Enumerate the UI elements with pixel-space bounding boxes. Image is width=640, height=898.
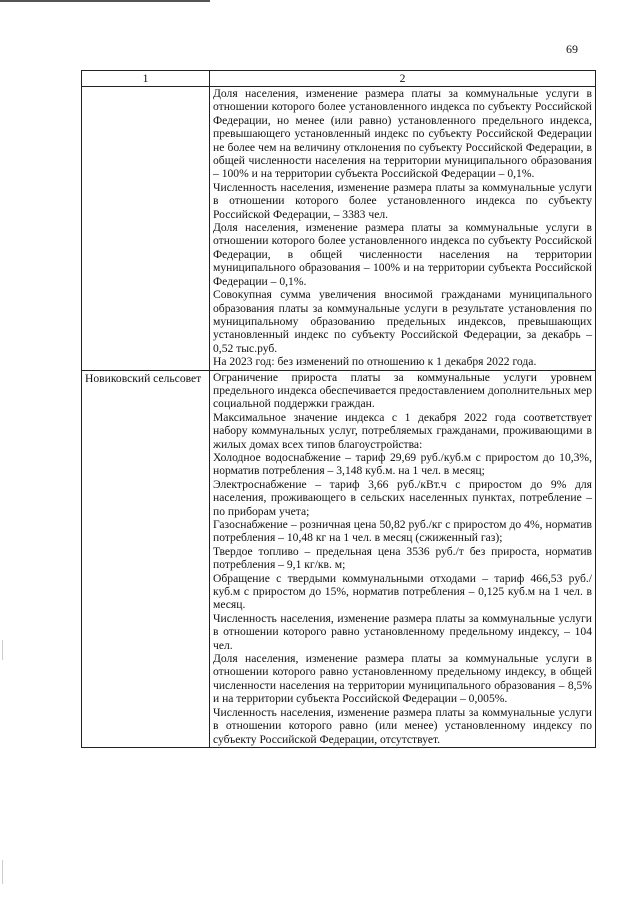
paragraph: Численность населения, изменение размера платы за коммунальные услуги в отношении которого равно (или менее) установленному индексу по субъекту Российской Федерации, отсутствует. — [213, 705, 592, 746]
table-row — [82, 87, 596, 371]
paragraph: Совокупная сумма увеличения вносимой гражданами муниципального образования платы за коммунальные услуги в результате установления по муниципальному образованию предельных индексов, превышающих установленный индекс по субъекту Российской Федерации, за декабрь – 0,52 тыс.руб. — [213, 288, 592, 355]
table-row — [82, 370, 596, 747]
scan-margin-mark — [2, 640, 3, 660]
column-header-1: 1 — [82, 71, 210, 87]
paragraph: Холодное водоснабжение – тариф 29,69 руб./куб.м с приростом до 10,3%, норматив потребления – 3,148 куб.м. на 1 чел. в месяц; — [213, 450, 592, 478]
paragraph: Твердое топливо – предельная цена 3536 руб./т без прироста, норматив потребления – 9,1 кг/кв. м; — [213, 544, 592, 572]
paragraph: Численность населения, изменение размера платы за коммунальные услуги в отношении которого более установленного индекса по субъекту Российской Федерации, – 3383 чел. — [213, 180, 592, 221]
scan-margin-mark — [2, 860, 3, 884]
paragraph: Ограничение прироста платы за коммунальные услуги уровнем предельного индекса обеспечивается предоставлением дополнительных мер социальной поддержки граждан. — [213, 370, 592, 411]
paragraph: Электроснабжение – тариф 3,66 руб./кВт.ч с приростом до 9% для населения, проживающего в сельских населенных пунктах, потребление – по приборам учета; — [213, 477, 592, 518]
paragraph: Доля населения, изменение размера платы за коммунальные услуги в отношении которого более установленного индекса по субъекту Российской Федерации, в общей численности населения на территории муниципального образования – 100% и на территории субъекта Российской Федерации – 0,1%. — [213, 221, 592, 288]
paragraph: На 2023 год: без изменений по отношению к 1 декабря 2022 года. — [213, 355, 537, 369]
territory-cell: Новиковский сельсовет — [82, 370, 210, 747]
table-header-row — [82, 71, 596, 87]
description-cell — [210, 87, 596, 371]
page-number: 69 — [566, 42, 578, 56]
paragraph: Максимальное значение индекса с 1 декабря 2022 года соответствует набору коммунальных услуг, потребляемых гражданами, проживающими в жилых домах всех типов благоустройства: — [213, 410, 592, 451]
paragraph: Доля населения, изменение размера платы за коммунальные услуги в отношении которого равно установленному предельному индексу, в общей численности населения на территории муниципального образования – 8,5% и на территории субъекта Российской Федерации – 0,005%. — [213, 652, 592, 706]
scan-top-edge — [0, 0, 210, 2]
paragraph: Доля населения, изменение размера платы за коммунальные услуги в отношении которого более установленного индекса по субъекту Российской Федерации, но менее (или равно) установленного предельного индекса, превышающего установленный индекс по субъекту Российской Федерации не более чем на величину отклонения по субъекту Российской Федерации, в общей численности населения на территории муниципального образования – 100% и на территории субъекта Российской Федерации – 0,1%. — [213, 87, 592, 181]
description-cell — [210, 370, 596, 747]
column-header-2: 2 — [210, 71, 596, 87]
paragraph: Газоснабжение – розничная цена 50,82 руб./кг с приростом до 4%, норматив потребления – 10,48 кг на 1 чел. в месяц (сжиженный газ); — [213, 518, 592, 545]
territory-cell — [82, 87, 210, 371]
document-table — [81, 70, 596, 748]
paragraph: Численность населения, изменение размера платы за коммунальные услуги в отношении которого равно установленному предельному индексу, – 104 чел. — [213, 611, 592, 652]
paragraph: Обращение с твердыми коммунальными отходами – тариф 466,53 руб./куб.м с приростом до 15%, норматив потребления – 0,125 куб.м на 1 чел. в месяц. — [213, 571, 592, 612]
